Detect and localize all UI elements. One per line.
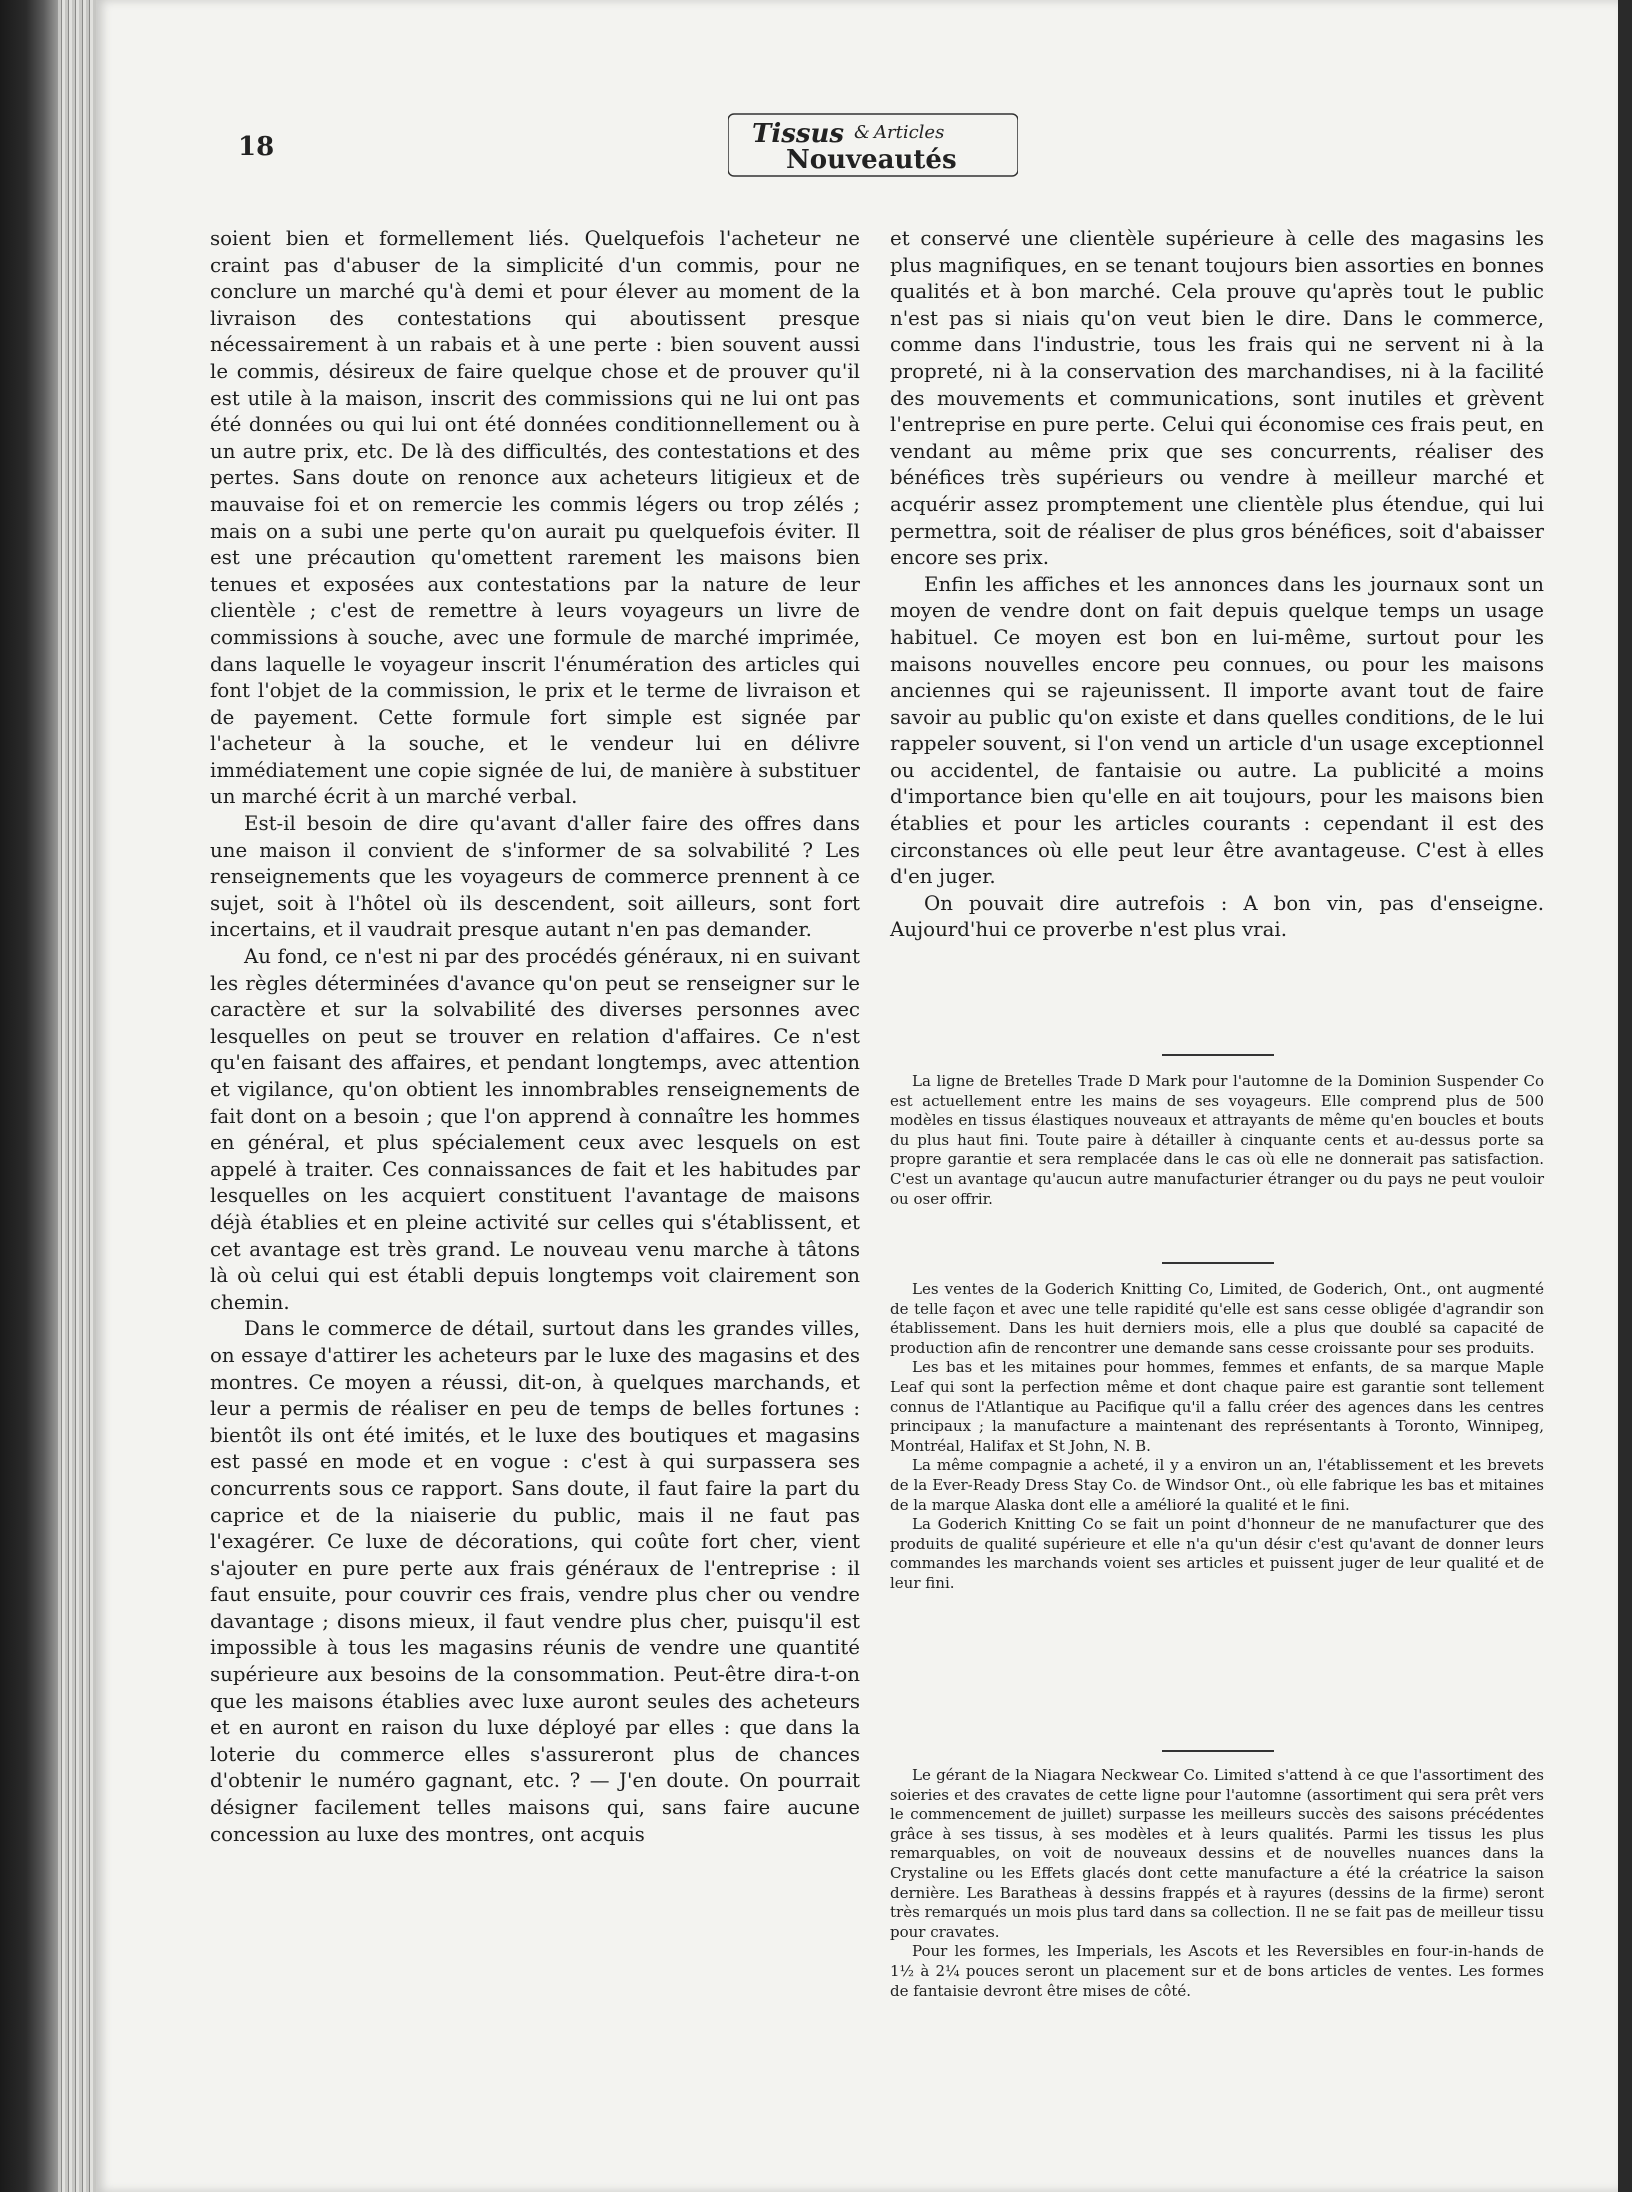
article-paragraph: Enfin les affiches et les annonces dans les journaux sont un moyen de vendre dont on fait depuis quelque temps un usage habituel. Ce moyen est bon en lui-même, surtout pour les maisons nouvelles encore peu connues, ou pour les maisons anciennes qui se rajeunissent. Il importe avant tout de faire savoir au public qu'on existe et dans quelles conditions, de le lui rappeler souvent, si l'on vend un article d'un usage exceptionnel ou accidentel, de fantaisie ou autre. La publicité a moins d'importance bien qu'elle en ait toujours, pour les maisons bien établies et pour les articles courants : cependant il est des circonstances où elle peut leur être avantageuse. C'est à elles d'en juger. [890, 572, 1544, 889]
scan-right-border [1618, 0, 1632, 2192]
masthead-logo-art [728, 108, 1018, 182]
masthead-logo [728, 108, 1018, 182]
article-paragraph: et conservé une clientèle supérieure à celle des magasins les plus magnifiques, en se tenant toujours bien assorties en bonnes qualités et à bon marché. Cela prouve qu'après tout le public n'est pas si niais qu'on veut bien le dire. Dans le commerce, comme dans l'industrie, tous les frais qui ne servent ni à la propreté, ni à la conservation des marchandises, ni à la facilité des mouvements et communications, sont inutiles et grèvent l'entreprise en pure perte. Celui qui économise ces frais peut, en vendant au même prix que ses concurrents, réaliser des bénéfices très supérieurs ou vendre à meilleur marché et acquérir assez promptement une clientèle plus étendue, qui lui permettra, soit de réaliser de plus gros bénéfices, soit d'abaisser encore ses prix. [890, 227, 1544, 570]
masthead-line1: Tissus [752, 119, 845, 149]
article-paragraph: Dans le commerce de détail, surtout dans les grandes villes, on essaye d'attirer les acheteurs par le luxe des magasins et des montres. Ce moyen a réussi, dit-on, à quelques marchands, et leur a permis de réaliser en peu de temps de belles fortunes : bientôt ils ont été imités, et le luxe des boutiques et magasins est passé en mode et en vogue : c'est à qui surpassera ses concurrents sous ce rapport. Sans doute, il faut faire la part du caprice et de la niaiserie du public, mais il ne faut pas l'exagérer. Ce luxe de décorations, qui coûte fort cher, vient s'ajouter en pure perte aux frais généraux de l'entreprise : il faut ensuite, pour couvrir ces frais, vendre plus cher ou vendre davantage ; disons mieux, il faut vendre plus cher, puisqu'il est impossible à tous les magasins réunis de vendre une quantité supérieure aux besoins de la consommation. Peut-être dira-t-on que les maisons établies avec luxe auront seules des acheteurs et en auront en raison du luxe déployé par elles : que dans la loterie du commerce elles s'assureront plus de chances d'obtenir le numéro gagnant, etc. ? — J'en doute. On pourrait désigner facilement telles maisons qui, sans faire aucune concession au luxe des montres, ont acquis [210, 1317, 860, 1846]
masthead-ampersand: & [854, 122, 871, 143]
news-paragraph: Les bas et les mitaines pour hommes, femmes et enfants, de sa marque Maple Leaf qui sont la perfection même et dont chaque paire est garantie sont tellement connus de l'Atlantique au Pacifique qu'il a fallu créer des agences dans les centres principaux ; la manufacture a maintenant des représentants à Toronto, Winnipeg, Montréal, Halifax et St John, N. B. [890, 1358, 1544, 1455]
article-paragraph: soient bien et formellement liés. Quelquefois l'acheteur ne craint pas d'abuser de la simplicité d'un commis, pour ne conclure un marché qu'à demi et pour élever au moment de la livraison des contestations qui aboutissent presque nécessairement à un rabais et à une perte : bien souvent aussi le commis, désireux de faire quelque chose et de prouver qu'il est utile à la maison, inscrit des commissions qui ne lui ont pas été données ou qui lui ont été données conditionnellement ou à un autre prix, etc. De là des difficultés, des contestations et des pertes. Sans doute on renonce aux acheteurs litigieux et de mauvaise foi et on remercie les commis légers ou trop zélés ; mais on a subi une perte qu'on aurait pu quelquefois éviter. Il est une précaution qu'omettent rarement les maisons bien tenues et exposées aux contestations par la nature de leur clientèle ; c'est de remettre à leurs voyageurs un livre de commissions à souche, avec une formule de marché imprimée, dans laquelle le voyageur inscrit l'énumération des articles qui font l'objet de la commission, le prix et le terme de livraison et de payement. Cette formule fort simple est signée par l'acheteur à la souche, et le vendeur lui en délivre immédiatement une copie signée de lui, de manière à substituer un marché écrit à un marché verbal. [210, 227, 860, 809]
section-divider [1162, 1262, 1274, 1264]
section-divider [1162, 1750, 1274, 1752]
news-item-goderich-knitting [890, 1280, 1544, 1594]
article-paragraph: On pouvait dire autrefois : A bon vin, pas d'enseigne. Aujourd'hui ce proverbe n'est plus vrai. [890, 891, 1544, 942]
news-paragraph: Les ventes de la Goderich Knitting Co, Limited, de Goderich, Ont., ont augmenté de telle façon et avec une telle rapidité qu'elle est sans cesse obligée d'agrandir son établissement. Dans les huit derniers mois, elle a plus que doublé sa capacité de production afin de rencontrer une demande sans cesse croissante pour ses produits. [890, 1280, 1544, 1357]
book-binding [0, 0, 58, 2192]
masthead-line1-end: Articles [874, 122, 945, 143]
article-paragraph: Au fond, ce n'est ni par des procédés généraux, ni en suivant les règles déterminées d'avance qu'on peut se renseigner sur le caractère et sur la solvabilité des diverses personnes avec lesquelles on peut se trouver en relation d'affaires. Ce n'est qu'en faisant des affaires, et pendant longtemps, avec attention et vigilance, qu'on obtient les innombrables renseignements de fait dont on a besoin ; que l'on apprend à connaître les hommes en général, et plus spécialement ceux avec lesquels on est appelé à traiter. Ces connaissances de fait et les habitudes par lesquelles on les acquiert constituent l'avantage de maisons déjà établies et en pleine activité sur celles qui s'établissent, et cet avantage est très grand. Le nouveau venu marche à tâtons là où celui qui est établi depuis longtemps voit clairement son chemin. [210, 945, 860, 1314]
news-paragraph: Le gérant de la Niagara Neckwear Co. Limited s'attend à ce que l'assortiment des soieries et des cravates de cette ligne pour l'automne (assortiment qui sera prêt vers le commencement de juillet) surpasse les meilleurs succès des saisons précédentes grâce à ses tissus, à ses modèles et à leurs qualités. Parmi les tissus les plus remarquables, on voit de nouveaux dessins et de nouvelles nuances dans la Crystaline ou les Effets glacés dont cette manufacture a été la créatrice la saison dernière. Les Baratheas à dessins frappés et à rayures (dessins de la firme) seront très remarqués un mois plus tard dans sa collection. Il ne se fait pas de meilleur tissu pour cravates. [890, 1766, 1544, 1941]
article-right-column [890, 226, 1544, 944]
news-item-dominion-suspender [890, 1072, 1544, 1209]
article-paragraph: Est-il besoin de dire qu'avant d'aller faire des offres dans une maison il convient de s'informer de sa solvabilité ? Les renseignements que les voyageurs de commerce prennent à ce sujet, soit à l'hôtel où ils descendent, soit ailleurs, sont fort incertains, et il vaudrait presque autant n'en pas demander. [210, 812, 860, 942]
news-paragraph: La même compagnie a acheté, il y a environ un an, l'établissement et les brevets de la Ever-Ready Dress Stay Co. de Windsor Ont., où elle fabrique les bas et mitaines de la marque Alaska dont elle a amélioré la qualité et le fini. [890, 1456, 1544, 1514]
section-divider [1162, 1054, 1274, 1056]
news-item-niagara-neckwear [890, 1766, 1544, 2001]
masthead-line2: Nouveautés [786, 145, 957, 175]
news-paragraph: Pour les formes, les Imperials, les Ascots et les Reversibles en four-in-hands de 1½ à 2¼ pouces seront un placement sur et de bons articles de ventes. Les formes de fantaisie devront être mises de côté. [890, 1942, 1544, 2000]
article-left-column [210, 226, 860, 1848]
news-paragraph: La Goderich Knitting Co se fait un point d'honneur de ne manufacturer que des produits de qualité supérieure et elle n'a qu'un désir c'est qu'avant de donner leurs commandes les marchands voient ses articles et puissent juger de leur qualité et de leur fini. [890, 1515, 1544, 1592]
news-paragraph: La ligne de Bretelles Trade D Mark pour l'automne de la Dominion Suspender Co est actuellement entre les mains de ses voyageurs. Elle comprend plus de 500 modèles en tissus élastiques nouveaux et attrayants de même qu'en boucles et bouts du plus haut fini. Toute paire à détailler à cinquante cents et au-dessus porte sa propre garantie et sera remplacée dans le cas où elle ne donnerait pas satisfaction. C'est un avantage qu'aucun autre manufacturier étranger ou du pays ne peut vouloir ou oser offrir. [890, 1072, 1544, 1208]
page-number: 18 [238, 132, 275, 162]
page-edges [58, 0, 96, 2192]
